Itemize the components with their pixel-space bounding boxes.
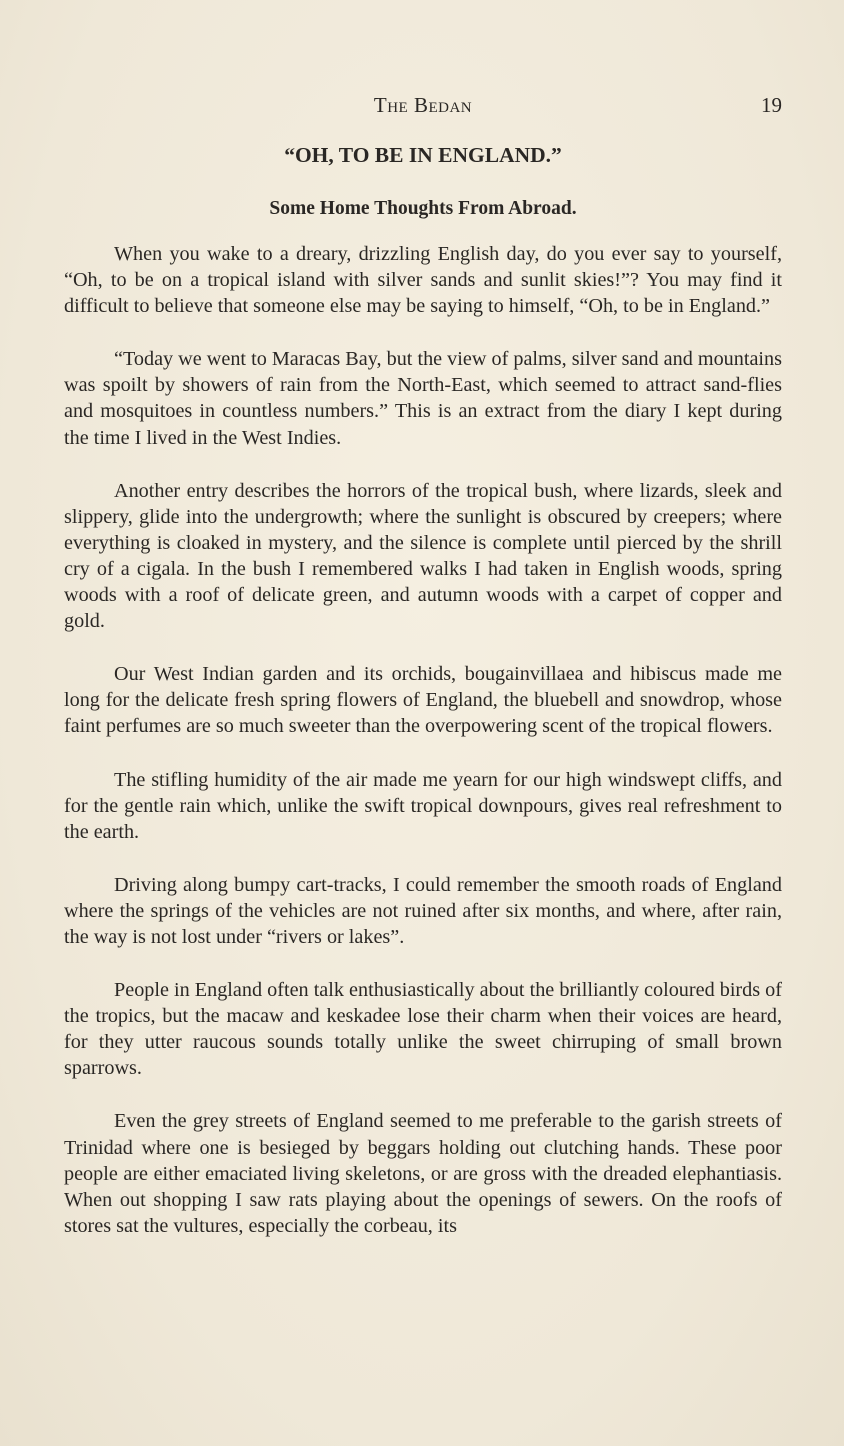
paragraph: The stifling humidity of the air made me yearn for our high windswept cliffs, and for the gentle rain which, unlike the swift tropical downpours, gives real refreshment to the earth.	[64, 768, 782, 843]
paragraph: Our West Indian garden and its orchids, bougainvillaea and hibiscus made me long for the delicate fresh spring flowers of England, the bluebell and snowdrop, whose faint perfumes are so much sweeter than the overpowering scent of the tropical flowers.	[64, 663, 782, 738]
running-head	[64, 93, 782, 123]
article-title: “OH, TO BE IN ENGLAND.”	[284, 143, 562, 167]
paragraph: “Today we went to Maracas Bay, but the view of palms, silver sand and mountains was spoilt by showers of rain from the North-East, which seemed to attract sand-flies and mosquitoes in countless numbers.” This is an extract from the diary I kept during the time I lived in the West Indies.	[64, 348, 782, 449]
journal-name: The Bedan	[373, 93, 473, 117]
paragraph: When you wake to a dreary, drizzling English day, do you ever say to yourself, “Oh, to be on a tropical island with silver sands and sunlit skies!”? You may find it difficult to believe that someone else may be saying to himself, “Oh, to be in England.”	[64, 243, 782, 318]
paragraph: Driving along bumpy cart-tracks, I could remember the smooth roads of England where the springs of the vehicles are not ruined after six months, and where, after rain, the way is not lost under “rivers or lakes”.	[64, 873, 782, 948]
paragraph: People in England often talk enthusiastically about the brilliantly coloured birds of the tropics, but the macaw and keskadee lose their charm when their voices are heard, for they utter raucous sounds totally unlike the sweet chirruping of small brown sparrows.	[64, 979, 782, 1080]
article-body	[64, 241, 782, 1239]
paragraph: Even the grey streets of England seemed to me preferable to the garish streets of Trinidad where one is besieged by beggars holding out clutching hands. These poor people are either emaciated living skeletons, or are gross with the dreaded elephantiasis. When out shopping I saw rats playing about the openings of sewers. On the roofs of stores sat the vultures, especially the corbeau, its	[64, 1110, 782, 1237]
page-number: 19	[761, 93, 782, 117]
paragraph: Another entry describes the horrors of the tropical bush, where lizards, sleek and slippery, glide into the undergrowth; where the sunlight is obscured by creepers; where everything is cloaked in mystery, and the silence is complete until pierced by the shrill cry of a cigala. In the bush I remembered walks I had taken in English woods, spring woods with a roof of delicate green, and autumn woods with a carpet of copper and gold.	[64, 479, 782, 633]
article-subtitle: Some Home Thoughts From Abroad.	[269, 198, 577, 219]
